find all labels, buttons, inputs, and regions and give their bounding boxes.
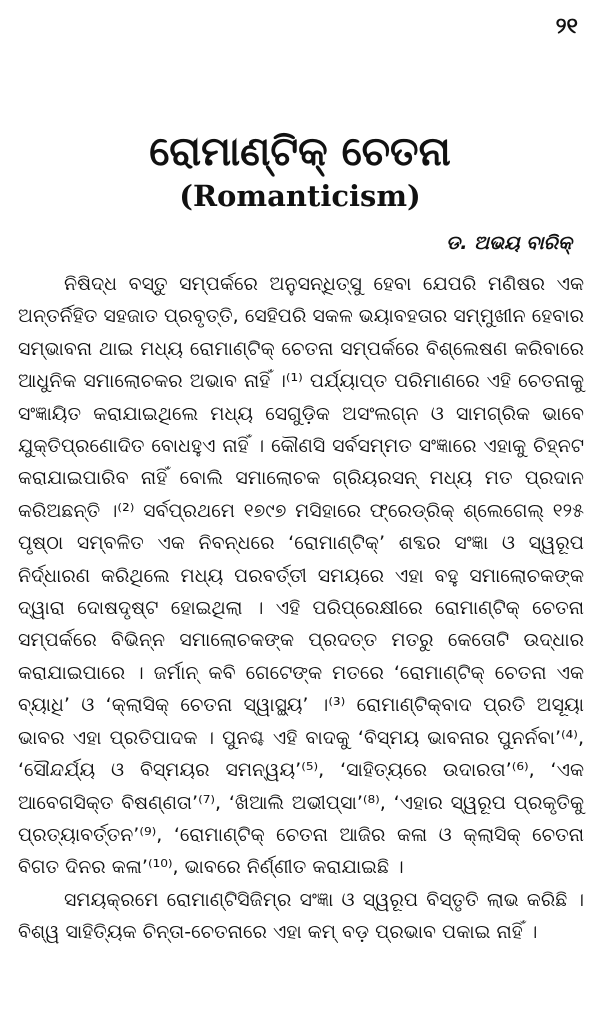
article-body bbox=[18, 268, 584, 949]
article-title: ରୋମାଣ୍ଟିକ୍ ଚେତନା bbox=[149, 129, 451, 175]
page-number: ୨୧ bbox=[555, 14, 578, 39]
paragraph-2: ସମୟକ୍ରମେ ରୋମାଣ୍ଟିସିଜିମ୍‌ର ସଂଜ୍ଞା ଓ ସ୍ୱରୂପ ବିସ୍ତୃତି ଲାଭ କରିଛି । ବିଶ୍ୱ ସାହିତ୍ୟିକ ଚିନ୍ତା-ଚେତନାରେ ଏହା କମ୍ ବଡ଼ ପ୍ରଭାବ ପକାଇ ନାହିଁ । bbox=[18, 888, 584, 944]
article-subtitle: (Romanticism) bbox=[179, 179, 421, 213]
author-name: ଡ. ଅଭୟ ବାରିକ୍ bbox=[446, 232, 572, 254]
paragraph-1: ନିଷିଦ୍ଧ ବସ୍ତୁ ସମ୍ପର୍କରେ ଅନୁସନ୍ଧିତ୍ସୁ ହେବା ଯେପରି ମଣିଷର ଏକ ଅନ୍ତର୍ନିହିତ ସହଜାତ ପ୍ରବୃତ୍ତି, ସେହିପରି ସକଳ ଭୟାବହତାର ସମ୍ମୁଖୀନ ହେବାର ସମ୍ଭାବନା ଥାଇ ମଧ୍ୟ ରୋମାଣ୍ଟିକ୍ ଚେତନା ସମ୍ପର୍କରେ ବିଶ୍ଲେଷଣ କରିବାରେ ଆଧୁନିକ ସମାଲୋଚକର ଅଭାବ ନାହିଁ ।⁽¹⁾ ପର୍ଯ୍ୟାପ୍ତ ପରିମାଣରେ ଏହି ଚେତନାକୁ ସଂଜ୍ଞାୟିତ କରାଯାଇଥିଲେ ମଧ୍ୟ ସେଗୁଡ଼ିକ ଅସଂଲଗ୍ନ ଓ ସାମଗ୍ରିକ ଭାବେ ଯୁକ୍ତିପ୍ରଣୋଦିତ ବୋଧହୁଏ ନାହିଁ । କୌଣସି ସର୍ବସମ୍ମତ ସଂଜ୍ଞାରେ ଏହାକୁ ଚିହ୍ନଟ କରାଯାଇପାରିବ ନାହିଁ ବୋଲି ସମାଲୋଚକ ଗ୍ରିୟରସନ୍ ମଧ୍ୟ ମତ ପ୍ରଦାନ କରିଅଛନ୍ତି ।⁽²⁾ ସର୍ବପ୍ରଥମେ ୧୭୯୭ ମସିହାରେ ଫ୍ରେଡ୍ରିକ୍ ଶ୍ଲେଗେଲ୍ ୧୨୫ ପୃଷ୍ଠା ସମ୍ବଳିତ ଏକ ନିବନ୍ଧରେ ‘ରୋମାଣ୍ଟିକ୍’ ଶବ୍ଦର ସଂଜ୍ଞା ଓ ସ୍ୱରୂପ ନିର୍ଦ୍ଧାରଣ କରିଥିଲେ ମଧ୍ୟ ପରବର୍ତ୍ତୀ ସମୟରେ ଏହା ବହୁ ସମାଲୋଚକଙ୍କ ଦ୍ୱାରା ଦୋଷଦୃଷ୍ଟ ହୋଇଥିଲା । ଏହି ପରିପ୍ରେକ୍ଷୀରେ ରୋମାଣ୍ଟିକ୍ ଚେତନା ସମ୍ପର୍କରେ ବିଭିନ୍ନ ସମାଲୋଚକଙ୍କ ପ୍ରଦତ୍ତ ମତରୁ କେତୋଟି ଉଦ୍ଧାର କରାଯାଇପାରେ । ଜର୍ମାନ୍ କବି ଗେଟେଙ୍କ ମତରେ ‘ରୋମାଣ୍ଟିକ୍ ଚେତନା ଏକ ବ୍ୟାଧି’ ଓ ‘କ୍ଲାସିକ୍ ଚେତନା ସ୍ୱାସ୍ଥ୍ୟ’ ।⁽³⁾ ରୋମାଣ୍ଟିକ୍‌ବାଦ ପ୍ରତି ଅସୂୟା ଭାବର ଏହା ପ୍ରତିପାଦକ । ପୁନଶ୍ଚ ଏହି ବାଦକୁ ‘ବିସ୍ମୟ ଭାବନାର ପୁନର୍ନବା’⁽⁴⁾, ‘ସୌନ୍ଦର୍ଯ୍ୟ ଓ ବିସ୍ମୟର ସମନ୍ୱୟ’⁽⁵⁾, ‘ସାହିତ୍ୟରେ ଉଦାରତା’⁽⁶⁾, ‘ଏକ ଆବେଗସିକ୍ତ ବିଷଣ୍ଣତା’⁽⁷⁾, ‘ଖିଆଲି ଅଭୀପ୍ସା’⁽⁸⁾, ‘ଏହାର ସ୍ୱରୂପ ପ୍ରକୃତିକୁ ପ୍ରତ୍ୟାବର୍ତ୍ତନ’⁽⁹⁾, ‘ରୋମାଣ୍ଟିକ୍ ଚେତନା ଆଜିର କଳା ଓ କ୍ଲାସିକ୍ ଚେତନା ବିଗତ ଦିନର କଳା’⁽¹⁰⁾, ଭାବରେ ନିର୍ଣ୍ଣୀତ କରାଯାଇଛି । bbox=[18, 273, 584, 879]
